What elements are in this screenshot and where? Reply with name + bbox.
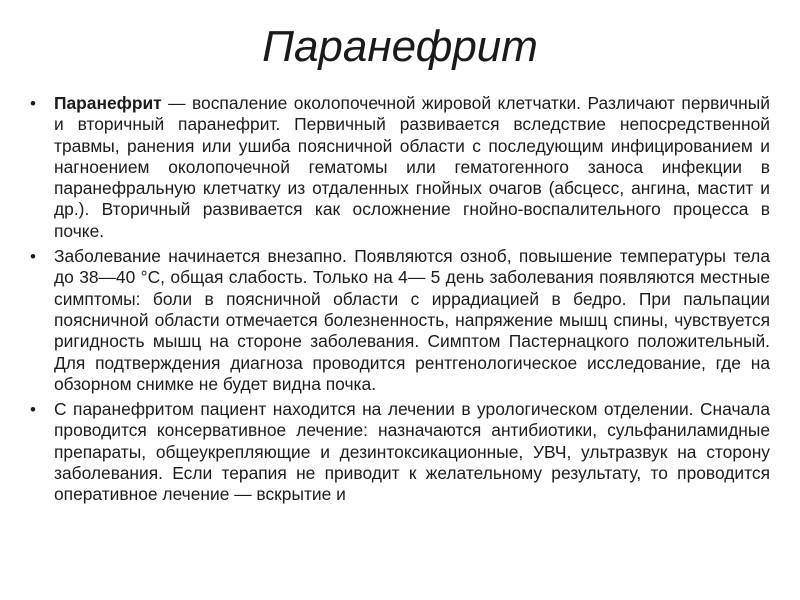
bullet-dot-icon: • (30, 94, 36, 113)
slide-title: Паранефрит (262, 22, 538, 71)
bullet-item-treatment (28, 399, 770, 505)
bullet-text: Заболевание начинается внезапно. Появляются озноб, повышение температуры тела до 38—40 °С, общая слабость. Только на 4— 5 день заболевания появляются местные симптомы: боли в поясничной области с иррадиацией в бедро. При пальпации поясничной области отмечается болезненность, напряжение мышц спины, чувствуется ригидность мышц на стороне заболевания. Симптом Пастернацкого положительный. Для подтверждения диагноза проводится рентгенологическое исследование, где на обзорном снимке не будет видна почка. (54, 246, 770, 394)
bullet-list (28, 93, 770, 510)
bullet-text: С паранефритом пациент находится на лечении в урологическом отделении. Сначала проводится консервативное лечение: назначаются антибиотики, сульфаниламидные препараты, общеукрепляющие и дезинтоксикационные, УВЧ, ультразвук на сторону заболевания. Если терапия не приводит к желательному результату, то проводится оперативное лечение — вскрытие и (54, 399, 770, 505)
bullet-dot-icon: • (30, 400, 36, 420)
bullet-dot-icon: • (30, 247, 36, 267)
bullet-item-symptoms (28, 246, 770, 395)
bullet-item-definition (28, 93, 770, 242)
lead-term: Паранефрит (54, 93, 162, 113)
bullet-text: — воспаление околопочечной жировой клетчатки. Различают первичный и вторичный паранефрит. Первичный развивается вследствие непосредственной травмы, ранения или ушиба поясничной области с последующим инфицированием и нагноением околопочечной гематомы или гематогенного заноса инфекции в паранефральную клетчатку из отдаленных гнойных очагов (абсцесс, ангина, мастит и др.). Вторичный развивается как осложнение гнойно-воспалительного процесса в почке. (54, 93, 770, 241)
